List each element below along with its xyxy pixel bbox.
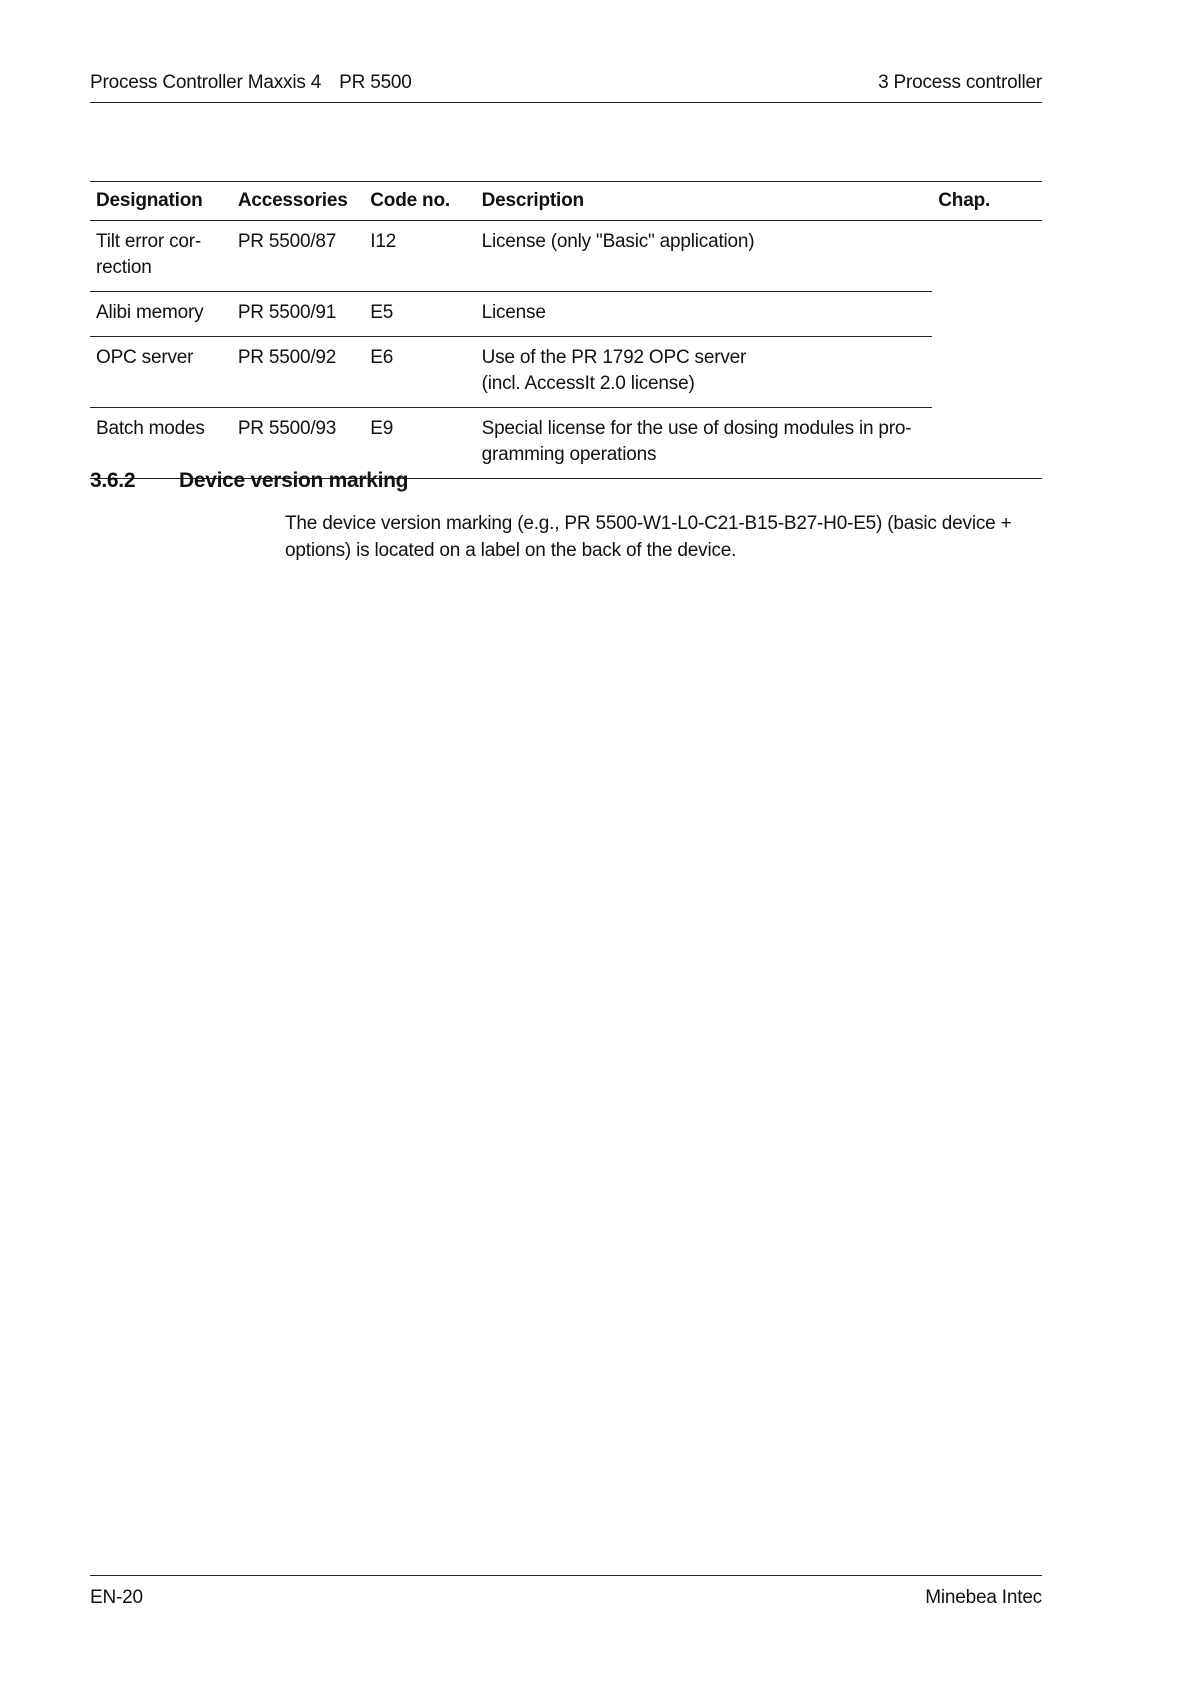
column-header-designation: Designation — [90, 182, 232, 221]
cell-chap — [932, 408, 1042, 479]
section-heading — [90, 469, 408, 493]
cell-code: E6 — [364, 337, 475, 408]
header-chapter: 3 Process controller — [878, 72, 1042, 93]
table-row — [90, 408, 1042, 479]
section-body: The device version marking (e.g., PR 5500-W1-L0-C21-B15-B27-H0-E5) (basic device + options) is located on a label on the back of the device. — [285, 513, 1012, 561]
table-header-row — [90, 182, 1042, 221]
cell-chap — [932, 337, 1042, 408]
header-title: Process Controller Maxxis 4 — [90, 72, 322, 93]
cell-designation: OPC server — [90, 337, 232, 408]
cell-description: License — [476, 292, 933, 337]
table-row — [90, 337, 1042, 408]
column-header-chap: Chap. — [932, 182, 1042, 221]
column-header-accessories: Accessories — [232, 182, 364, 221]
accessories-table — [90, 181, 1042, 479]
column-header-description: Description — [476, 182, 933, 221]
cell-description: Use of the PR 1792 OPC server (incl. AccessIt 2.0 license) — [476, 337, 933, 408]
cell-description: Special license for the use of dosing modules in pro- gramming operations — [476, 408, 933, 479]
page-header — [90, 70, 1042, 103]
cell-accessories: PR 5500/87 — [232, 221, 364, 292]
cell-chap — [932, 221, 1042, 292]
cell-accessories: PR 5500/93 — [232, 408, 364, 479]
column-header-code: Code no. — [364, 182, 475, 221]
table-row — [90, 292, 1042, 337]
cell-code: E5 — [364, 292, 475, 337]
cell-description: License (only "Basic" application) — [476, 221, 933, 292]
footer-company: Minebea Intec — [925, 1587, 1042, 1608]
cell-designation: Batch modes — [90, 408, 232, 479]
cell-accessories: PR 5500/92 — [232, 337, 364, 408]
section-number: 3.6.2 — [90, 469, 136, 492]
cell-designation: Alibi memory — [90, 292, 232, 337]
header-left — [90, 72, 412, 94]
table-row — [90, 221, 1042, 292]
cell-designation: Tilt error cor- rection — [90, 221, 232, 292]
section-title: Device version marking — [179, 469, 409, 492]
cell-chap — [932, 292, 1042, 337]
cell-code: I12 — [364, 221, 475, 292]
footer-page-number: EN-20 — [90, 1587, 143, 1608]
cell-accessories: PR 5500/91 — [232, 292, 364, 337]
page-footer — [90, 1575, 1042, 1616]
header-product: PR 5500 — [339, 72, 412, 93]
cell-code: E9 — [364, 408, 475, 479]
